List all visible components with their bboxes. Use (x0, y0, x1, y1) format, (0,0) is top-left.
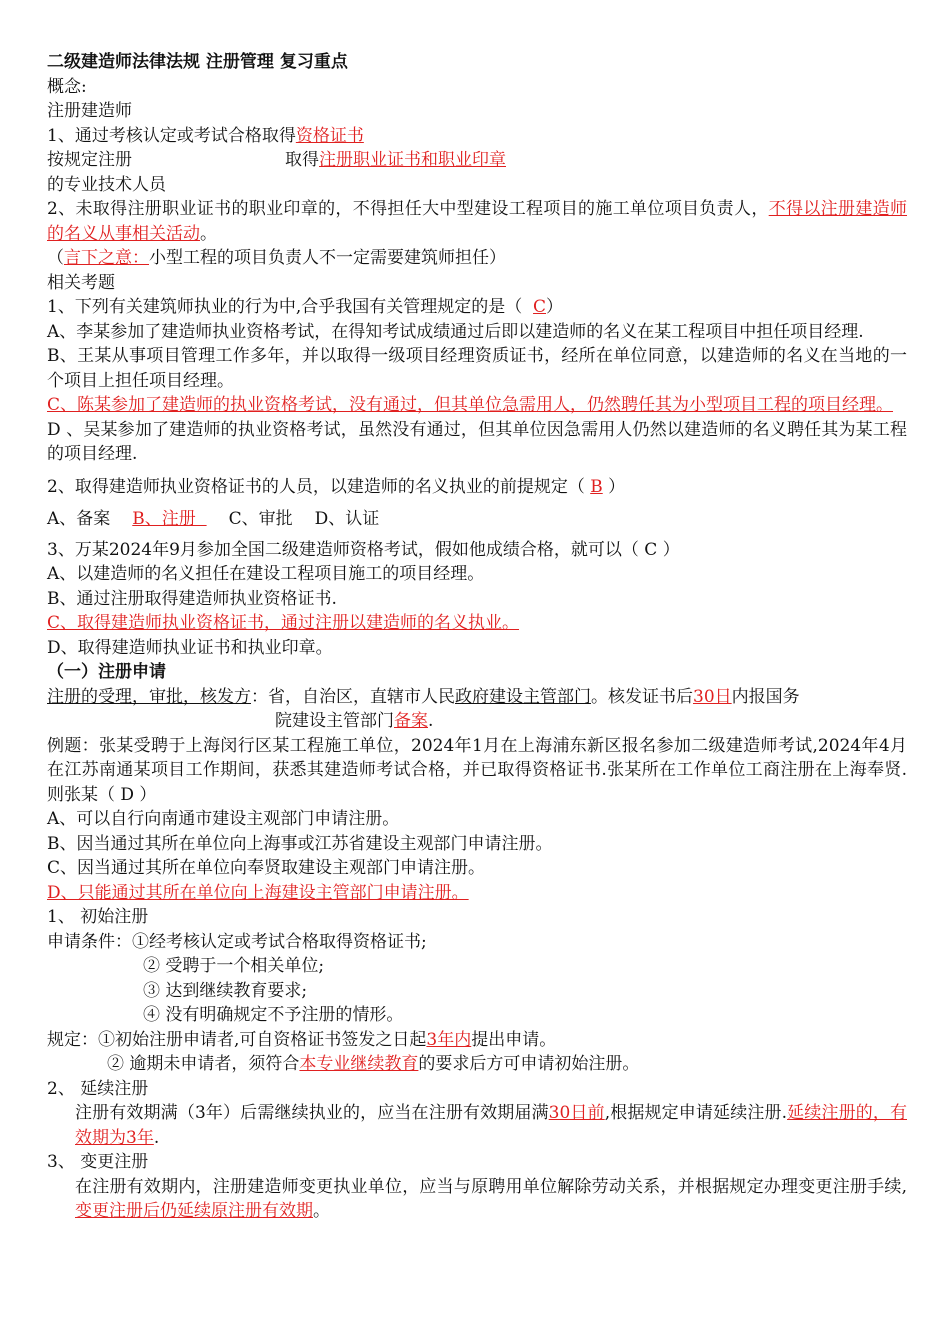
highlight-text: 备案 (394, 711, 428, 731)
text: ,根据规定申请延续注册. (604, 1103, 788, 1123)
change-heading: 3、 变更注册 (47, 1152, 149, 1172)
text: 1、通过考核认定或考试合格取得 (47, 125, 296, 146)
question-1-option-b: B、王某从事项目管理工作多年，并以取得一级项目经理资质证书，经所在单位同意，以建造师的名义在当地的一个项目上担任项目经理。 (47, 346, 907, 391)
label: 规定： (47, 1029, 98, 1050)
concept-note (47, 246, 907, 271)
text: 。核发证书后 (591, 686, 693, 707)
section-heading: （一）注册申请 (47, 662, 166, 682)
highlight-text: 延续注册的，有效期为 (75, 1103, 907, 1148)
registration-authority-cont (47, 709, 907, 734)
text: ①初始注册申请者,可自资格证书签发之日起 (98, 1029, 427, 1050)
question-3-option-d: D、取得建造师执业证书和执业印章。 (47, 637, 333, 658)
question-2-stem (47, 475, 907, 500)
condition-2: ② 受聘于一个相关单位; (143, 956, 325, 976)
question-1-option-a: A、李某参加了建造师执业资格考试，在得知考试成绩通过后即以建造师的名义在某工程项目中担任项目经理. (47, 321, 864, 342)
text: 2、取得建造师执业资格证书的人员，以建造师的名义执业的前提规定（ (47, 476, 591, 497)
text: 注册的受理，审批，核发方 (47, 686, 251, 707)
concept-point-1-end: 的专业技术人员 (47, 174, 166, 195)
text: 。 (313, 1201, 330, 1221)
question-3-option-a: A、以建造师的名义担任在建设工程项目施工的项目经理。 (47, 564, 485, 584)
text: 在注册有效期内，注册建造师变更执业单位，应当与原聘用单位解除劳动关系，并根据规定办理变更注册手续, (75, 1176, 907, 1197)
highlight-text: 30日 (693, 686, 732, 707)
text: 小型工程的项目负责人不一定需要建筑师担任） (149, 248, 506, 268)
highlight-text: 言下之意： (64, 248, 149, 268)
example-option-a: A、可以自行向南通市建设主观部门申请注册。 (47, 809, 400, 829)
example-option-b: B、因当通过其所在单位向上海事或江苏省建设主观部门申请注册。 (47, 833, 553, 854)
highlight-text: 3年内 (426, 1029, 472, 1050)
text: 1、下列有关建筑师执业的行为中,合乎我国有关管理规定的是（ (47, 297, 534, 317)
question-1-stem (47, 295, 907, 320)
highlight-text: 资格证书 (295, 125, 364, 146)
text: ） (602, 476, 626, 497)
highlight-text: 3年 (126, 1127, 154, 1148)
condition-1 (47, 930, 907, 955)
concept-point-1-cont (47, 148, 907, 173)
question-3-option-b: B、通过注册取得建造师执业资格证书. (47, 588, 337, 609)
text: ② 逾期未申请者，须符合 (107, 1054, 300, 1074)
highlight-text: 注册职业证书和职业印章 (319, 150, 506, 170)
concept-term: 注册建造师 (47, 101, 132, 121)
highlight-text: 变更注册后仍延续原注册有效期 (75, 1201, 313, 1221)
related-label: 相关考题 (47, 272, 115, 293)
renewal-heading: 2、 延续注册 (47, 1078, 149, 1099)
text: 按规定注册 (47, 150, 132, 170)
question-3-stem: 3、万某2024年9月参加全国二级建造师资格考试，假如他成绩合格，就可以（ C ） (47, 539, 680, 560)
text: 。 (200, 223, 217, 244)
text: 提出申请。 (471, 1029, 557, 1050)
option-b: B、注册 (132, 509, 207, 529)
example-option-d: D、只能通过其所在单位向上海建设主管部门申请注册。 (47, 882, 469, 903)
text: 政府建设主管部门 (455, 686, 591, 707)
text: ：省，自治区，直辖市人民 (251, 686, 455, 707)
concept-point-1 (47, 124, 907, 149)
concept-point-2 (47, 197, 907, 246)
example-stem: 例题：张某受聘于上海闵行区某工程施工单位，2024年1月在上海浦东新区报名参加二级建造师考试,2024年4月在江苏南通某项目工作期间，获悉其建造师考试合格，并已取得资格证书.张某所在工作单位工商注册在上海奉贤.则张某（ D ） (47, 735, 907, 805)
rule-1 (47, 1028, 907, 1053)
highlight-text: 本专业继续教育 (299, 1054, 419, 1074)
text: . (428, 711, 434, 731)
question-3-option-c: C、取得建造师执业资格证书，通过注册以建造师的名义执业。 (47, 613, 520, 633)
answer-mark: B (590, 476, 603, 497)
option-d: D、认证 (314, 509, 380, 529)
condition-4: ④ 没有明确规定不予注册的情形。 (143, 1005, 404, 1025)
concept-label: 概念: (47, 76, 87, 97)
registration-authority (47, 685, 907, 710)
question-1-option-c: C、陈某参加了建造师的执业资格考试，没有通过，但其单位急需用人，仍然聘任其为小型项目工程的项目经理。 (47, 395, 894, 415)
initial-registration-heading: 1、 初始注册 (47, 907, 149, 927)
text: 注册有效期满（3年）后需继续执业的，应当在注册有效期届满 (75, 1103, 549, 1123)
highlight-text: 30日前 (548, 1103, 605, 1123)
example-option-c: C、因当通过其所在单位向奉贤取建设主观部门申请注册。 (47, 858, 486, 878)
text: . (153, 1127, 160, 1148)
option-c: C、审批 (228, 509, 293, 529)
question-2-options (47, 507, 907, 532)
text: ） (546, 297, 564, 317)
document-title: 二级建造师法律法规 注册管理 复习重点 (47, 52, 348, 72)
answer-mark: C (533, 297, 547, 317)
text: 取得 (285, 150, 319, 170)
text: ①经考核认定或考试合格取得资格证书; (132, 931, 427, 952)
rule-2 (47, 1052, 907, 1077)
text: 2、未取得注册职业证书的职业印章的，不得担任大中型建设工程项目的施工单位项目负责人， (47, 199, 769, 219)
text: 内报国务 (731, 686, 800, 707)
question-1-option-d: D 、吴某参加了建造师的执业资格考试，虽然没有通过，但其单位因急需用人仍然以建造师的名义聘任其为某工程的项目经理. (47, 419, 907, 464)
text: 的要求后方可申请初始注册。 (418, 1054, 640, 1074)
renewal-text (47, 1101, 907, 1150)
text: （ (47, 248, 64, 268)
condition-3: ③ 达到继续教育要求; (143, 980, 308, 1001)
change-text (47, 1175, 907, 1224)
highlight-text: 不得以注册建造师的名义从事相关活动 (47, 199, 907, 244)
label: 申请条件： (47, 931, 132, 952)
option-a: A、备案 (47, 509, 111, 529)
document-page (47, 50, 907, 1224)
text: 院建设主管部门 (275, 711, 394, 731)
